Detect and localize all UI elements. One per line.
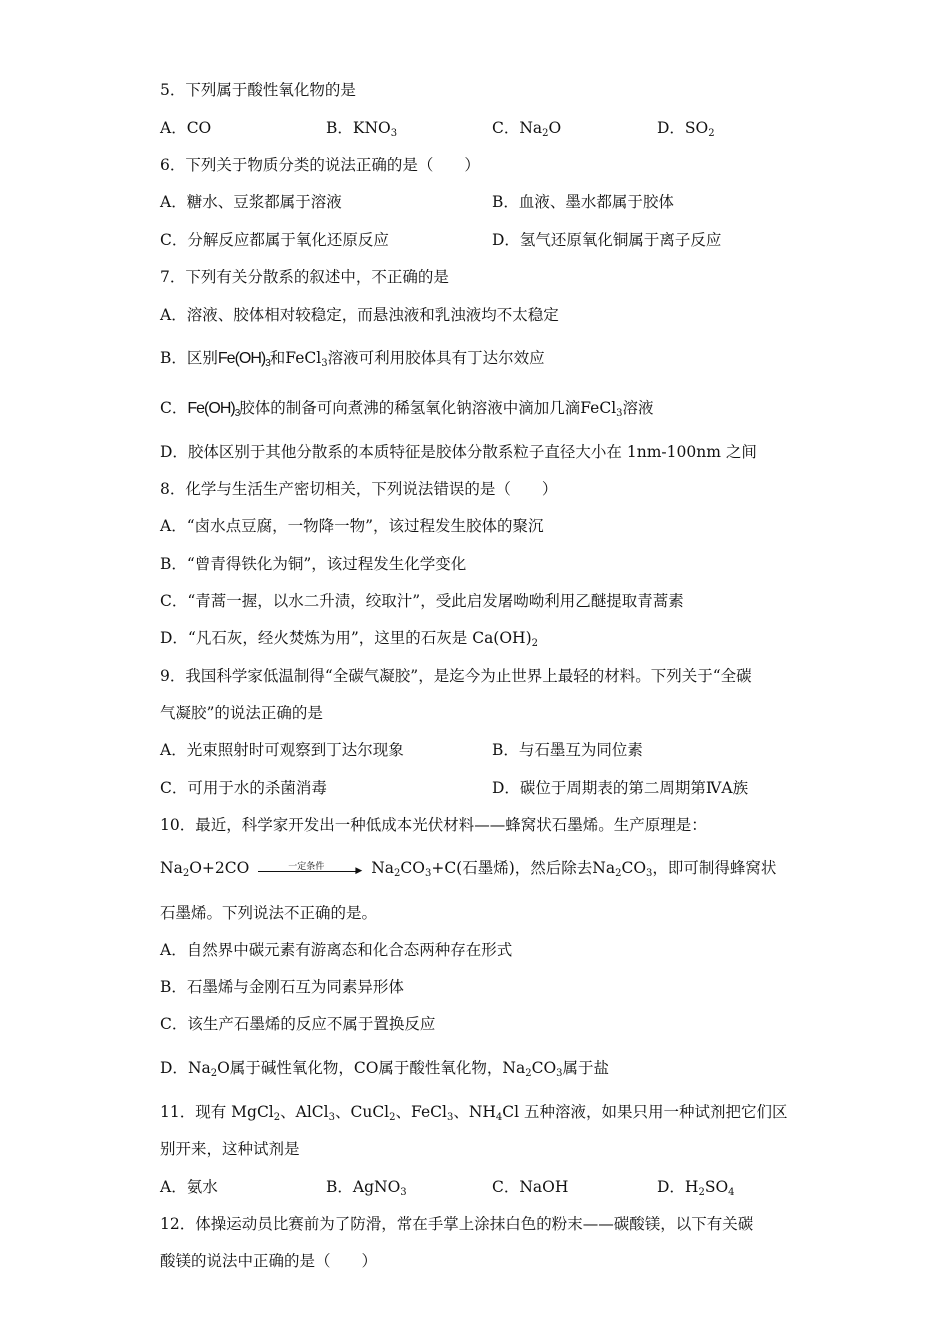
- question-10-stem-line3: 石墨烯。下列说法不正确的是。: [160, 904, 378, 922]
- q8-option-b: B．“曾青得铁化为铜”，该过程发生化学变化: [160, 555, 467, 573]
- question-11-stem-line1: 11．现有 MgCl$_2$、AlCl$_3$、CuCl$_2$、FeCl$_3$、$NH_4Cl$ 五种溶液，如果只用一种试剂把它们区: [160, 1103, 788, 1123]
- question-11-stem-line2: 别开来，这种试剂是: [160, 1140, 300, 1158]
- q11-option-c: C．NaOH: [492, 1178, 569, 1196]
- q8-option-c: C．“青蒿一握，以水二升渍，绞取汁”，受此启发屠呦呦利用乙醚提取青蒿素: [160, 592, 684, 610]
- q7-option-d: D．胶体区别于其他分散系的本质特征是胶体分散系粒子直径大小在 1nm-100nm 之间: [160, 443, 757, 461]
- q8-option-a: A．“卤水点豆腐，一物降一物”，该过程发生胶体的聚沉: [160, 517, 544, 535]
- q7-option-a: A．溶液、胶体相对较稳定，而悬浊液和乳浊液均不太稳定: [160, 306, 559, 324]
- q5-option-b: B．$KNO_3$: [326, 119, 398, 139]
- q9-option-d: D．碳位于周期表的第二周期第ⅣA族: [492, 779, 749, 797]
- question-10-stem: 10．最近，科学家开发出一种低成本光伏材料——蜂窝状石墨烯。生产原理是：: [160, 816, 707, 834]
- q11-option-a: A．氨水: [160, 1178, 218, 1196]
- q8-option-d: D．“凡石灰，经火焚炼为用”，这里的石灰是 $Ca(OH)_2$: [160, 629, 538, 649]
- fe-oh3-formula: $Fe(OH)_3$: [217, 350, 270, 369]
- q11-option-b: B．AgNO$_3$: [326, 1178, 407, 1198]
- question-12-stem-line2: 酸镁的说法中正确的是（ ）: [160, 1252, 378, 1270]
- q9-option-a: A．光束照射时可观察到丁达尔现象: [160, 741, 404, 759]
- q10-option-b: B．石墨烯与金刚石互为同素异形体: [160, 978, 404, 996]
- q10-option-c: C．该生产石墨烯的反应不属于置换反应: [160, 1015, 436, 1033]
- q11-option-d: D．$H_2SO_4$: [657, 1178, 735, 1198]
- q10-option-a: A．自然界中碳元素有游离态和化合态两种存在形式: [160, 941, 513, 959]
- question-8-stem: 8．化学与生活生产密切相关，下列说法错误的是（ ）: [160, 480, 558, 498]
- reaction-arrow: 一定条件 ▶: [258, 859, 362, 879]
- q7-option-c: C．$Fe(OH)_3$胶体的制备可向煮沸的稀氢氧化钠溶液中滴加几滴FeCl$_3$溶液: [160, 399, 654, 419]
- q9-option-b: B．与石墨互为同位素: [492, 741, 643, 759]
- q5-option-d: D．$SO_2$: [657, 119, 715, 139]
- q6-option-d: D．氢气还原氧化铜属于离子反应: [492, 231, 722, 249]
- q5-option-c: C．$Na_2O$: [492, 119, 562, 139]
- q5-option-a: A．CO: [160, 119, 212, 137]
- question-7-stem: 7．下列有关分散系的叙述中，不正确的是: [160, 268, 449, 286]
- q6-option-a: A．糖水、豆浆都属于溶液: [160, 193, 342, 211]
- question-6-stem: 6．下列关于物质分类的说法正确的是（ ）: [160, 156, 480, 174]
- q6-option-c: C．分解反应都属于氧化还原反应: [160, 231, 389, 249]
- question-5-stem: 5．下列属于酸性氧化物的是: [160, 81, 356, 99]
- fe-oh3-formula: $Fe(OH)_3$: [187, 400, 240, 419]
- q10-equation-line: $Na_2O+2CO$ 一定条件 ▶ $Na_2CO_3+C$(石墨烯)，然后除去$Na_2CO_3$，即可制得蜂窝状: [160, 859, 777, 879]
- q9-option-c: C．可用于水的杀菌消毒: [160, 779, 327, 797]
- question-9-stem-line1: 9．我国科学家低温制得“全碳气凝胶”，是迄今为止世界上最轻的材料。下列关于“全碳: [160, 667, 752, 685]
- q10-option-d: D．$Na_2O$属于碱性氧化物，CO属于酸性氧化物，$Na_2CO_3$属于盐: [160, 1059, 610, 1079]
- q6-option-b: B．血液、墨水都属于胶体: [492, 193, 674, 211]
- question-9-stem-line2: 气凝胶”的说法正确的是: [160, 704, 323, 722]
- q7-option-b: B．区别$Fe(OH)_3$和FeCl$_3$溶液可利用胶体具有丁达尔效应: [160, 349, 545, 369]
- question-12-stem-line1: 12．体操运动员比赛前为了防滑，常在手掌上涂抹白色的粉末——碳酸镁，以下有关碳: [160, 1215, 754, 1233]
